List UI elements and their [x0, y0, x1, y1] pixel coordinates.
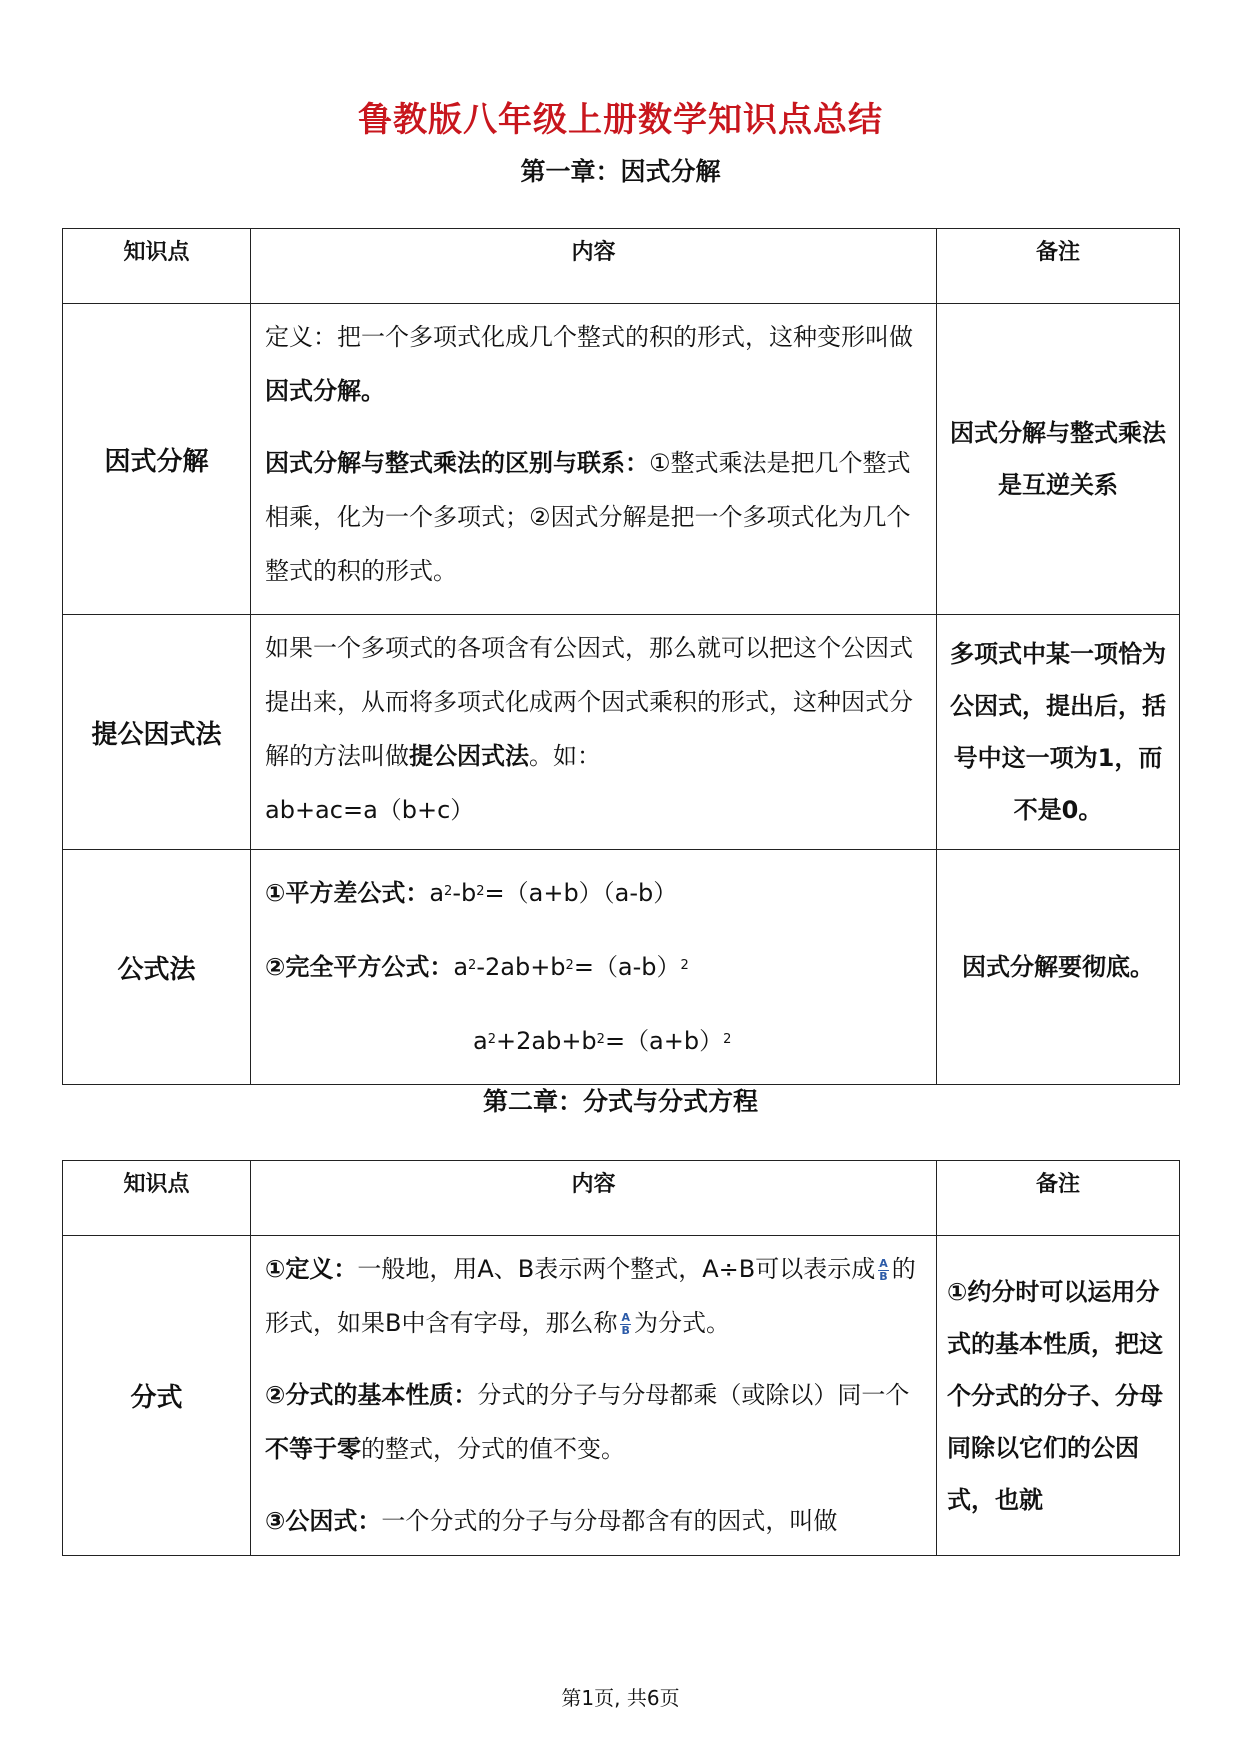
table-row [63, 304, 1180, 615]
table-row [63, 850, 1180, 1085]
example-formula: ab+ac=a（b+c） [265, 796, 475, 824]
header-knowledge-point: 知识点 [63, 1161, 251, 1236]
fraction-denominator: B [879, 1269, 888, 1283]
fraction-denominator: B [621, 1323, 630, 1337]
chapter-2-table [62, 1160, 1180, 1556]
property-emphasis: 不等于零 [265, 1435, 361, 1463]
definition-text: 为分式。 [633, 1309, 730, 1337]
exponent: 2 [596, 1032, 605, 1047]
content-cell [251, 304, 937, 615]
knowledge-point-cell: 提公因式法 [63, 615, 251, 850]
exponent: 2 [468, 958, 477, 973]
method-paragraph [265, 621, 924, 783]
chapter-1-table [62, 228, 1180, 1085]
difference-of-squares-formula [265, 856, 924, 930]
note-cell: ①约分时可以运用分式的基本性质，把这个分式的分子、分母同除以它们的公因式，也就 [937, 1236, 1180, 1556]
formula-term: =（a-b） [573, 953, 681, 981]
exponent: 2 [565, 958, 574, 973]
content-cell [251, 1236, 937, 1556]
table-header-row [63, 1161, 1180, 1236]
fraction-definition-paragraph [265, 1242, 924, 1350]
method-text-suffix: 。如： [529, 742, 601, 770]
definition-term: 因式分解。 [265, 377, 385, 405]
knowledge-point-cell: 分式 [63, 1236, 251, 1556]
formula-term: a [473, 1027, 488, 1055]
definition-text: 的形式，如果B中含有字母，那么称 [265, 1255, 916, 1337]
definition-paragraph [265, 310, 924, 418]
perfect-square-formula-2 [265, 1004, 924, 1078]
fraction-numerator: A [879, 1256, 888, 1270]
fraction-a-over-b [620, 1312, 631, 1337]
common-factor-label: ③公因式： [265, 1507, 382, 1535]
formula-term: =（a+b） [604, 1027, 724, 1055]
fraction-numerator: A [621, 1310, 630, 1324]
exponent: 2 [444, 884, 453, 899]
relation-paragraph [265, 436, 924, 598]
note-cell: 多项式中某一项恰为公因式，提出后，括号中这一项为1，而不是0。 [937, 615, 1180, 850]
fraction-a-over-b [878, 1258, 889, 1283]
property-text: 的整式，分式的值不变。 [361, 1435, 625, 1463]
formula-label: ②完全平方公式： [265, 953, 454, 981]
definition-label: ①定义： [265, 1255, 358, 1283]
property-label: ②分式的基本性质： [265, 1381, 478, 1409]
content-cell [251, 850, 937, 1085]
basic-property-paragraph [265, 1368, 924, 1476]
page-footer: 第1页, 共6页 [561, 1686, 680, 1710]
header-note: 备注 [937, 229, 1180, 304]
note-cell: 因式分解与整式乘法是互逆关系 [937, 304, 1180, 615]
formula-term: a [453, 953, 469, 981]
formula-term: a [429, 879, 445, 907]
header-knowledge-point: 知识点 [63, 229, 251, 304]
header-content: 内容 [251, 229, 937, 304]
method-term: 提公因式法 [409, 742, 529, 770]
definition-text: 定义：把一个多项式化成几个整式的积的形式，这种变形叫做 [265, 323, 913, 351]
formula-term: +2ab+b [496, 1027, 597, 1055]
common-factor-paragraph [265, 1494, 924, 1548]
relation-heading: 因式分解与整式乘法的区别与联系： [265, 449, 649, 477]
header-content: 内容 [251, 1161, 937, 1236]
formula-term: =（a+b）（a-b） [484, 879, 678, 907]
header-note: 备注 [937, 1161, 1180, 1236]
content-cell [251, 615, 937, 850]
formula-term: -2ab+b [476, 953, 566, 981]
exponent: 2 [487, 1032, 496, 1047]
perfect-square-formula-1 [265, 930, 924, 1004]
table-row [63, 1236, 1180, 1556]
formula-label: ①平方差公式： [265, 879, 430, 907]
exponent: 2 [476, 884, 485, 899]
formula-term: -b [452, 879, 477, 907]
exponent: 2 [680, 958, 689, 973]
chapter-2-title: 第二章：分式与分式方程 [482, 1087, 758, 1116]
common-factor-text: 一个分式的分子与分母都含有的因式，叫做 [381, 1507, 838, 1535]
property-text: 分式的分子与分母都乘（或除以）同一个 [477, 1381, 910, 1409]
method-text: 如果一个多项式的各项含有公因式，那么就可以把这个公因式提出来，从而将多项式化成两个因式乘积的形式，这种因式分解的方法叫做 [265, 634, 913, 770]
chapter-1-title: 第一章：因式分解 [520, 157, 721, 186]
knowledge-point-cell: 因式分解 [63, 304, 251, 615]
relation-text: ①整式乘法是把几个整式相乘，化为一个多项式；②因式分解是把一个多项式化为几个整式的积的形式。 [265, 449, 911, 585]
table-row [63, 615, 1180, 850]
knowledge-point-cell: 公式法 [63, 850, 251, 1085]
table-header-row [63, 229, 1180, 304]
document-title: 鲁教版八年级上册数学知识点总结 [358, 100, 883, 140]
definition-text: 一般地，用A、B表示两个整式，A÷B可以表示成 [357, 1255, 876, 1283]
note-cell: 因式分解要彻底。 [937, 850, 1180, 1085]
exponent: 2 [723, 1032, 732, 1047]
